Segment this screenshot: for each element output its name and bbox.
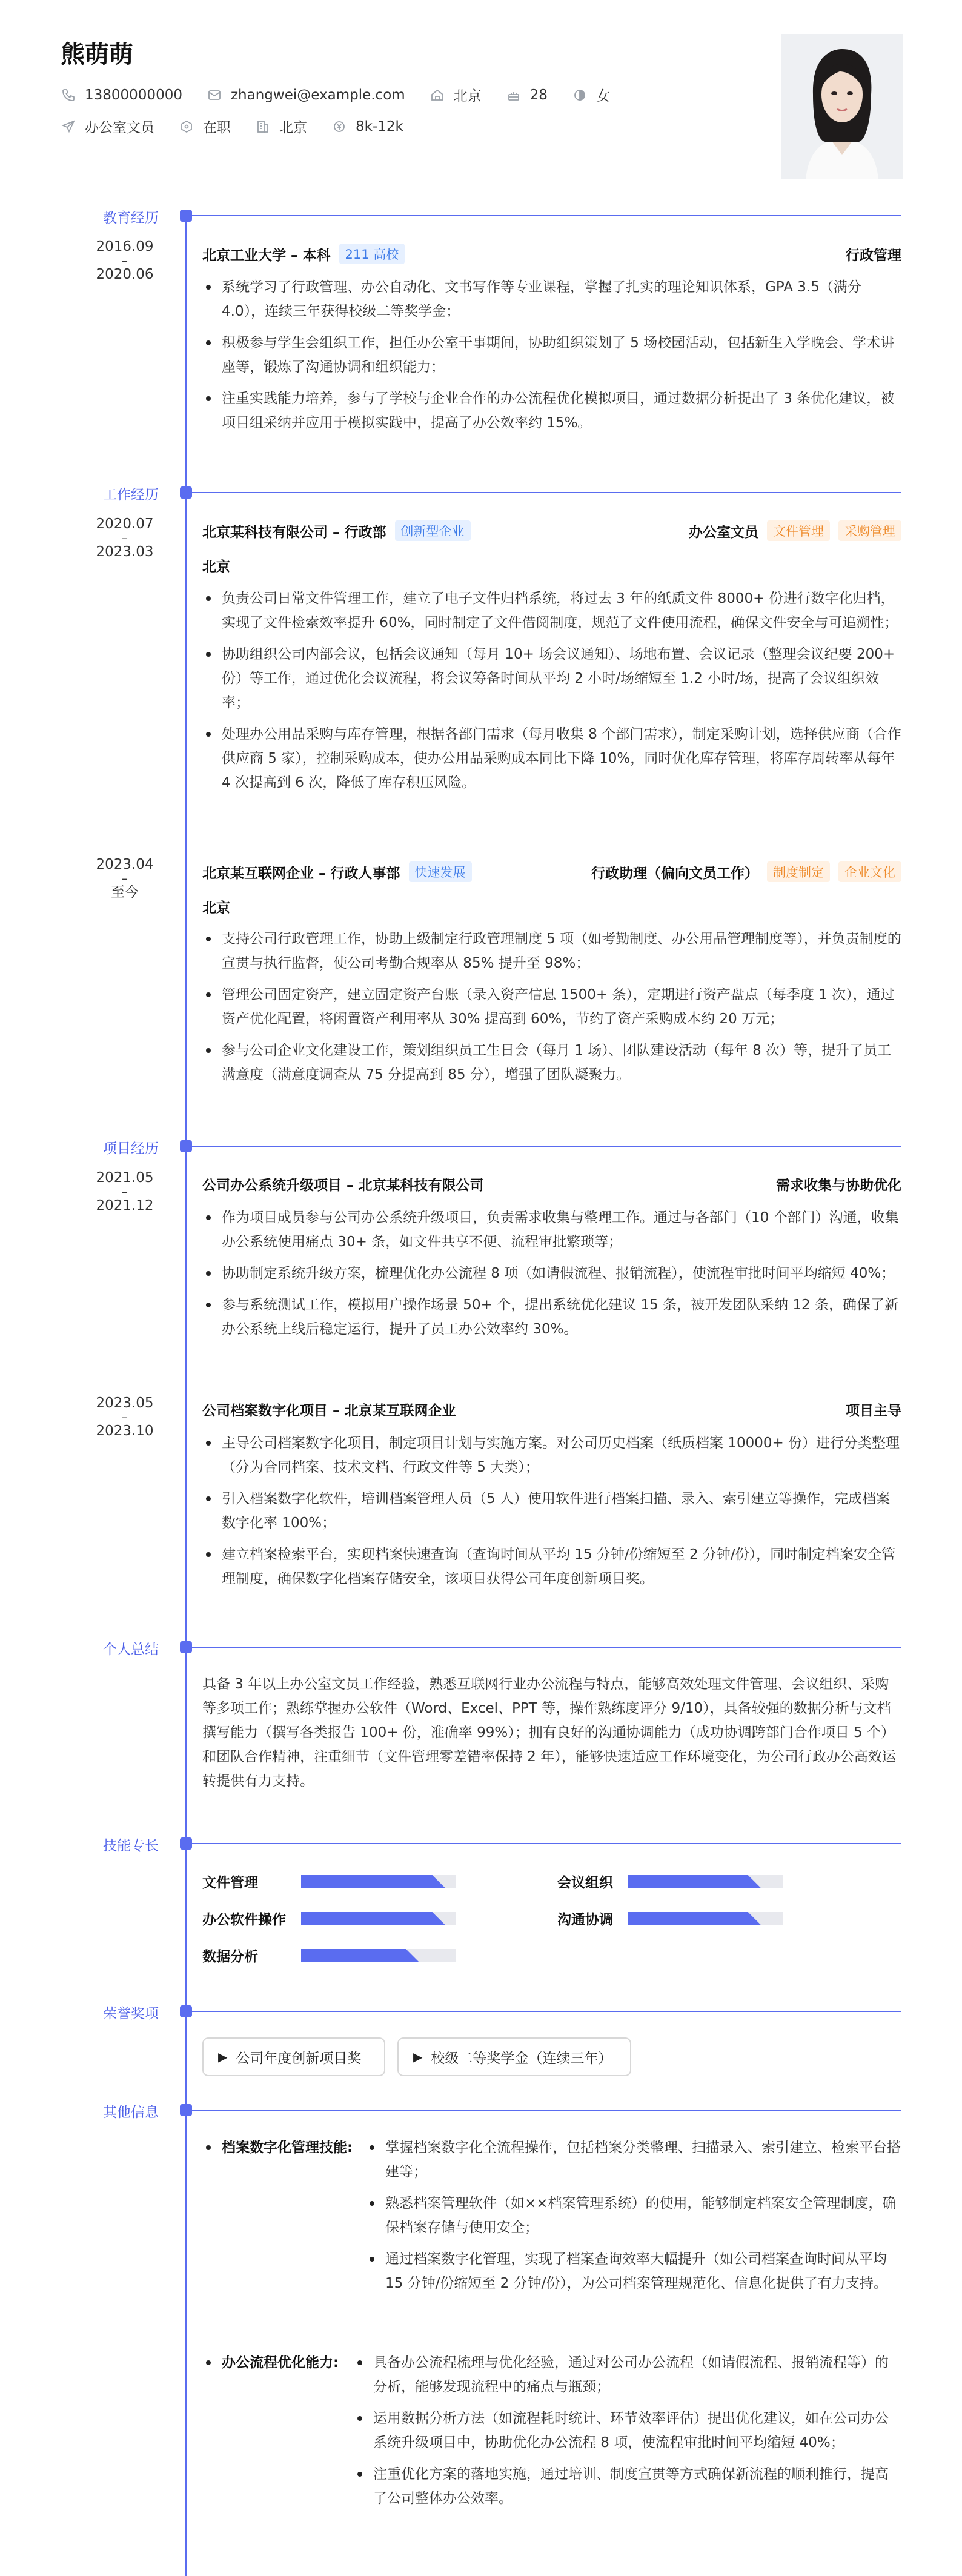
other-title: 其他信息 <box>103 2105 159 2120</box>
email-text: zhangwei@example.com <box>230 87 405 103</box>
list-item: 处理办公用品采购与库存管理，根据各部门需求（每月收集 8 个部门需求），制定采购计划，选择供应商（合作供应商 5 家），控制采购成本，使办公用品采购成本同比下降 10%，同时优化库存管理，将库存周转率从每年 4 次提高到 6 次，降低了库存积压风险。 <box>202 722 901 795</box>
list-item: 主导公司档案数字化项目，制定项目计划与实施方案。对公司历史档案（纸质档案 10000+ 份）进行分类整理（分为合同档案、技术文档、行政文件等 5 大类）； <box>202 1431 901 1479</box>
send-icon <box>61 119 76 134</box>
award-badge <box>202 2037 385 2076</box>
work-2-role-tag: 制度制定 <box>767 861 830 882</box>
section-divider <box>191 492 901 493</box>
skill-label: 文件管理 <box>202 1875 258 1891</box>
section-node <box>180 2104 192 2116</box>
list-item: 管理公司固定资产，建立固定资产台账（录入资产信息 1500+ 条），定期进行资产盘点（每季度 1 次），通过资产优化配置，将闲置资产利用率从 30% 提高到 60%，节约了资产采购成本约 20 万元； <box>202 983 901 1031</box>
project-2-dates: 2023.05 – 2023.10 <box>91 1394 159 1440</box>
candidate-name: 熊萌萌 <box>61 41 133 68</box>
skill-bar <box>628 1875 783 1888</box>
project-1-title: 公司办公系统升级项目 – 北京某科技有限公司 <box>202 1177 484 1193</box>
work-2-role: 行政助理（偏向文员工作） <box>591 865 758 881</box>
project-1-end: 2021.12 <box>96 1198 154 1213</box>
phone-icon <box>61 87 76 103</box>
list-item: 负责公司日常文件管理工作，建立了电子文件归档系统，将过去 3 年的纸质文件 8000+ 份进行数字化归档，实现了文件检索效率提升 60%，同时制定了文件借阅制度，规范了文件使用流程，确保文件安全与可追溯性； <box>202 586 901 635</box>
list-item: 具备办公流程梳理与优化经验，通过对公司办公流程（如请假流程、报销流程等）的分析，能够发现流程中的痛点与瓶颈； <box>354 2351 901 2399</box>
award-text: 校级二等奖学金（连续三年） <box>431 2050 612 2066</box>
work-title: 工作经历 <box>103 487 159 503</box>
list-item: 协助制定系统升级方案，梳理优化办公流程 8 项（如请假流程、报销流程），使流程审批时间平均缩短 40%； <box>202 1261 901 1286</box>
list-item: 建立档案检索平台，实现档案快速查询（查询时间从平均 15 分钟/份缩短至 2 分钟/份），同时制定档案安全管理制度，确保数字化档案存储安全，该项目获得公司年度创新项目奖。 <box>202 1542 901 1591</box>
gender-icon <box>572 87 588 103</box>
list-item: 参与公司企业文化建设工作，策划组织员工生日会（每月 1 场）、团队建设活动（每年 8 次）等，提升了员工满意度（满意度调查从 75 分提高到 85 分），增强了团队凝聚力。 <box>202 1038 901 1087</box>
work-1-role-tag: 采购管理 <box>838 520 901 541</box>
award-text: 公司年度创新项目奖 <box>236 2050 362 2066</box>
other-list <box>366 2136 901 2303</box>
education-title: 教育经历 <box>103 210 159 226</box>
project-1-role: 需求收集与协助优化 <box>776 1177 901 1193</box>
awards-title: 荣誉奖项 <box>103 2006 159 2022</box>
school-tag: 211 高校 <box>339 244 405 264</box>
phone-item <box>61 87 182 103</box>
skill-item <box>557 1871 783 1891</box>
list-item: 熟悉档案管理软件（如××档案管理系统）的使用，能够制定档案安全管理制度，确保档案存储与使用安全； <box>366 2191 901 2240</box>
cake-icon <box>506 87 522 103</box>
skill-bar <box>301 1949 456 1962</box>
age-text: 28 <box>529 87 548 103</box>
school-name: 北京工业大学 – 本科 <box>202 247 331 264</box>
section-node <box>180 1641 192 1653</box>
mail-icon <box>207 87 222 103</box>
other-block-archive <box>202 2136 901 2342</box>
gender-item <box>572 85 610 105</box>
summary-title: 个人总结 <box>103 1642 159 1658</box>
skill-bar-fill <box>628 1912 761 1925</box>
hometown-text: 北京 <box>453 88 482 104</box>
phone-text: 13800000000 <box>85 87 182 103</box>
hexagon-icon <box>179 119 194 134</box>
city-item <box>255 116 307 136</box>
skill-item <box>202 1871 456 1891</box>
education-entry-header <box>202 242 901 266</box>
position-item <box>61 116 154 136</box>
education-end: 2020.06 <box>96 267 154 282</box>
section-node <box>180 1837 192 1850</box>
home-icon <box>430 87 445 103</box>
work-1-dates: 2020.07 – 2023.03 <box>91 515 159 561</box>
play-icon: ▶ <box>218 2050 228 2064</box>
summary-section-header <box>0 1636 962 1661</box>
work-1-role-tag: 文件管理 <box>767 520 830 541</box>
education-bullets <box>202 275 901 442</box>
status-text: 在职 <box>203 120 231 136</box>
project-2-header <box>202 1397 901 1421</box>
skill-bar-fill <box>301 1875 445 1888</box>
list-item: 协助组织公司内部会议，包括会议通知（每月 10+ 场会议通知）、场地布置、会议记录（整理会议纪要 200+ 份）等工作，通过优化会议流程，将会议筹备时间从平均 2 小时/场缩短至 1.2 小时/场，提高了会议组织效率； <box>202 642 901 715</box>
skill-label: 数据分析 <box>202 1949 258 1965</box>
list-item: 支持公司行政管理工作，协助上级制定行政管理制度 5 项（如考勤制度、办公用品管理制度等），并负责制度的宣贯与执行监督，使公司考勤合规率从 85% 提升至 98%； <box>202 927 901 975</box>
skill-bar-fill <box>301 1912 445 1925</box>
work-1-bullets <box>202 586 901 802</box>
skill-label: 沟通协调 <box>557 1912 613 1928</box>
other-label: 办公流程优化能力: <box>202 2351 339 2375</box>
skill-item <box>202 1908 456 1928</box>
skills-section-header <box>0 1833 962 1857</box>
skills-title: 技能专长 <box>103 1838 159 1854</box>
work-2-end: 至今 <box>111 885 139 900</box>
work-1-role-group <box>689 520 901 541</box>
summary-text: 具备 3 年以上办公室文员工作经验，熟悉互联网行业办公流程与特点，能够高效处理文件管理、会议组织、采购等多项工作；熟练掌握办公软件（Word、Excel、PPT 等，操作熟练度评分 9/10），具备较强的数据分析与文档撰写能力（撰写各类报告 100+ 份，准确率 99%）；拥有良好的沟通协调能力（成功协调跨部门合作项目 5 个）和团队合作精神，注重细节（文件管理零差错率保持 2 年），能够快速适应工作环境变化，为公司行政办公高效运转提供有力支持。 <box>202 1676 896 1789</box>
other-section-header <box>0 2099 962 2123</box>
award-badge <box>397 2037 631 2076</box>
work-section-header <box>0 482 962 506</box>
project-2-title: 公司档案数字化项目 – 北京某互联网企业 <box>202 1403 456 1419</box>
work-2-role-group <box>591 861 901 882</box>
project-1-header <box>202 1172 901 1196</box>
salary-text: 8k-12k <box>356 118 403 134</box>
work-1-company-tag: 创新型企业 <box>395 520 471 541</box>
section-node <box>180 210 192 222</box>
project-title: 项目经历 <box>103 1141 159 1157</box>
list-item: 注重实践能力培养，参与了学校与企业合作的办公流程优化模拟项目，通过数据分析提出了 3 条优化建议，被项目组采纳并应用于模拟实践中，提高了办公效率约 15%。 <box>202 387 901 435</box>
project-1-bullets <box>202 1206 901 1349</box>
list-item: 掌握档案数字化全流程操作，包括档案分类整理、扫描录入、索引建立、检索平台搭建等； <box>366 2136 901 2184</box>
work-1-city: 北京 <box>202 559 230 575</box>
project-1-start: 2021.05 <box>96 1170 154 1186</box>
major-name: 行政管理 <box>846 247 901 264</box>
money-icon <box>331 119 347 134</box>
skill-label: 会议组织 <box>557 1875 613 1891</box>
list-item: 运用数据分析方法（如流程耗时统计、环节效率评估）提出优化建议，如在公司办公系统升级项目中，协助优化办公流程 8 项，使流程审批时间平均缩短 40%； <box>354 2406 901 2455</box>
skill-item <box>557 1908 783 1928</box>
work-1-role: 办公室文员 <box>689 524 758 540</box>
section-divider <box>191 215 901 216</box>
project-2-end: 2023.10 <box>96 1423 154 1439</box>
project-section-header <box>0 1135 962 1160</box>
section-divider <box>191 1843 901 1844</box>
hometown-item <box>430 85 482 105</box>
skill-bar <box>301 1875 456 1888</box>
work-2-dates: 2023.04 – 至今 <box>91 855 159 901</box>
project-2-role: 项目主导 <box>846 1403 901 1419</box>
age-item <box>506 87 548 103</box>
contact-row <box>61 85 634 105</box>
work-2-start: 2023.04 <box>96 857 154 872</box>
education-start: 2016.09 <box>96 239 154 254</box>
timeline-line <box>185 215 187 2576</box>
work-2-bullets <box>202 927 901 1094</box>
section-divider <box>191 1647 901 1648</box>
list-item: 注重优化方案的落地实施，通过培训、制度宣贯等方式确保新流程的顺利推行，提高了公司整体办公效率。 <box>354 2462 901 2511</box>
other-label: 档案数字化管理技能: <box>202 2136 353 2160</box>
list-item: 系统学习了行政管理、办公自动化、文书写作等专业课程，掌握了扎实的理论知识体系，GPA 3.5（满分4.0），连续三年获得校级二等奖学金； <box>202 275 901 324</box>
profile-photo <box>781 34 903 179</box>
awards-section-header <box>0 2000 962 2025</box>
list-item: 作为项目成员参与公司办公系统升级项目，负责需求收集与整理工作。通过与各部门（10 个部门）沟通，收集办公系统使用痛点 30+ 条，如文件共享不便、流程审批繁琐等； <box>202 1206 901 1254</box>
project-2-bullets <box>202 1431 901 1598</box>
section-divider <box>191 1146 901 1147</box>
work-1-end: 2023.03 <box>96 544 154 560</box>
section-divider <box>191 2011 901 2012</box>
email-item <box>207 87 405 103</box>
other-block-process <box>202 2351 901 2532</box>
section-node <box>180 2005 192 2017</box>
building-icon <box>255 119 271 134</box>
skill-bar-fill <box>301 1949 419 1962</box>
work-2-role-tag: 企业文化 <box>838 861 901 882</box>
section-node <box>180 486 192 499</box>
position-text: 办公室文员 <box>85 120 154 136</box>
resume-header <box>61 0 909 182</box>
city-text: 北京 <box>279 120 307 136</box>
education-dates: 2016.09 – 2020.06 <box>91 237 159 284</box>
job-intent-row <box>61 116 428 136</box>
other-list <box>354 2351 901 2518</box>
work-1-company: 北京某科技有限公司 – 行政部 <box>202 524 386 540</box>
skill-bar <box>628 1912 783 1925</box>
section-node <box>180 1140 192 1152</box>
education-section-header <box>0 205 962 229</box>
work-1-start: 2020.07 <box>96 516 154 532</box>
skill-bar-fill <box>628 1875 761 1888</box>
list-item: 通过档案数字化管理，实现了档案查询效率大幅提升（如公司档案查询时间从平均 15 分钟/份缩短至 2 分钟/份），为公司档案管理规范化、信息化提供了有力支持。 <box>366 2247 901 2295</box>
work-2-company-tag: 快速发展 <box>409 861 472 882</box>
list-item: 引入档案数字化软件，培训档案管理人员（5 人）使用软件进行档案扫描、录入、索引建立等操作，完成档案数字化率 100%； <box>202 1487 901 1535</box>
gender-text: 女 <box>595 88 610 104</box>
list-item: 积极参与学生会组织工作，担任办公室干事期间，协助组织策划了 5 场校园活动，包括新生入学晚会、学术讲座等，锻炼了沟通协调和组织能力； <box>202 331 901 379</box>
section-divider <box>191 2110 901 2111</box>
list-item: 参与系统测试工作，模拟用户操作场景 50+ 个，提出系统优化建议 15 条，被开发团队采纳 12 条，确保了新办公系统上线后稳定运行，提升了员工办公效率约 30%。 <box>202 1293 901 1341</box>
skill-bar <box>301 1912 456 1925</box>
project-2-start: 2023.05 <box>96 1395 154 1411</box>
skill-label: 办公软件操作 <box>202 1912 286 1928</box>
project-1-dates: 2021.05 – 2021.12 <box>91 1169 159 1215</box>
play-icon: ▶ <box>413 2050 423 2064</box>
salary-item <box>331 119 403 134</box>
work-1-header <box>202 519 901 543</box>
work-2-company: 北京某互联网企业 – 行政人事部 <box>202 865 400 881</box>
status-item <box>179 116 231 136</box>
skill-item <box>202 1945 456 1965</box>
work-2-city: 北京 <box>202 900 230 916</box>
work-2-header <box>202 860 901 884</box>
